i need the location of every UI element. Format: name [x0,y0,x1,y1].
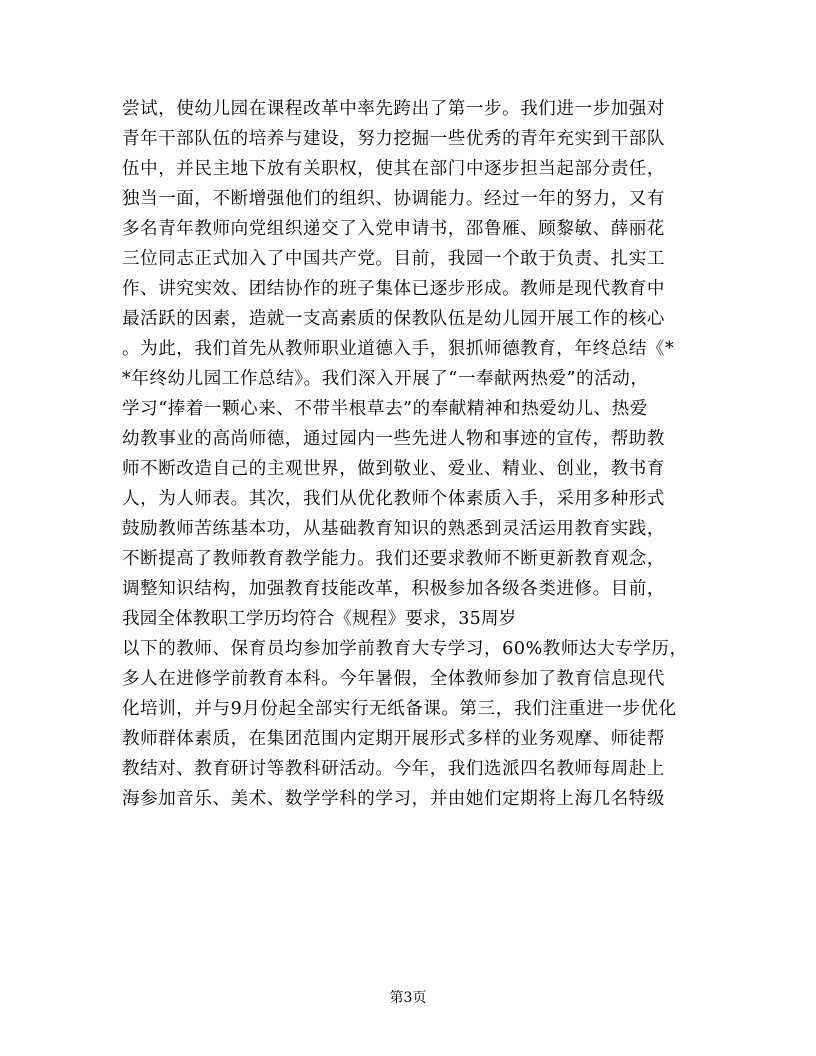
text-line: 。为此，我们首先从教师职业道德入手，狠抓师德教育，年终总结《* [122,339,675,359]
text-line: 教结对、教育研讨等教科研活动。今年，我们选派四名教师每周赴上 [122,759,665,779]
text-line: 多人在进修学前教育本科。今年暑假，全体教师参加了教育信息现代 [122,669,665,689]
text-line: 伍中，并民主地下放有关职权，使其在部门中逐步担当起部分责任， [122,159,665,179]
text-line: 不断提高了教师教育教学能力。我们还要求教师不断更新教育观念， [122,549,665,569]
text-line: 青年干部队伍的培养与建设，努力挖掘一些优秀的青年充实到干部队 [122,129,665,149]
text-line: 鼓励教师苦练基本功，从基础教育知识的熟悉到灵活运用教育实践， [122,519,665,539]
text-line: 以下的教师、保育员均参加学前教育大专学习，60%教师达大专学历， [122,639,688,659]
text-line: 学习“捧着一颗心来、不带半根草去”的奉献精神和热爱幼儿、热爱 [122,399,648,419]
text-line: 化培训，并与9月份起全部实行无纸备课。第三，我们注重进一步优化 [122,699,677,719]
text-line: 尝试，使幼儿园在课程改革中率先跨出了第一步。我们进一步加强对 [122,99,665,119]
text-line: 海参加音乐、美术、数学学科的学习，并由她们定期将上海几名特级 [122,789,665,809]
page-number: 第3页 [389,990,427,1006]
text-line: 幼教事业的高尚师德，通过园内一些先进人物和事迹的宣传，帮助教 [122,429,665,449]
text-line: 我园全体教职工学历均符合《规程》要求，35周岁 [122,609,517,629]
text-line: 教师群体素质，在集团范围内定期开展形式多样的业务观摩、师徒帮 [122,729,665,749]
text-line: 多名青年教师向党组织递交了入党申请书，邵鲁雁、顾黎敏、薛丽花 [122,219,665,239]
text-line: 三位同志正式加入了中国共产党。目前，我园一个敢于负责、扎实工 [122,249,665,269]
text-line: 独当一面，不断增强他们的组织、协调能力。经过一年的努力，又有 [122,189,665,209]
text-line: 调整知识结构，加强教育技能改革，积极参加各级各类进修。目前， [122,579,665,599]
text-line: 最活跃的因素，造就一支高素质的保教队伍是幼儿园开展工作的核心 [122,309,665,329]
text-line: *年终幼儿园工作总结》。我们深入开展了“一奉献两热爱”的活动， [122,369,649,389]
text-line: 作、讲究实效、团结协作的班子集体已逐步形成。教师是现代教育中 [122,279,665,299]
body-text [122,94,702,814]
text-line: 师不断改造自己的主观世界，做到敬业、爱业、精业、创业，教书育 [122,459,665,479]
text-line: 人，为人师表。其次，我们从优化教师个体素质入手，采用多种形式 [122,489,665,509]
